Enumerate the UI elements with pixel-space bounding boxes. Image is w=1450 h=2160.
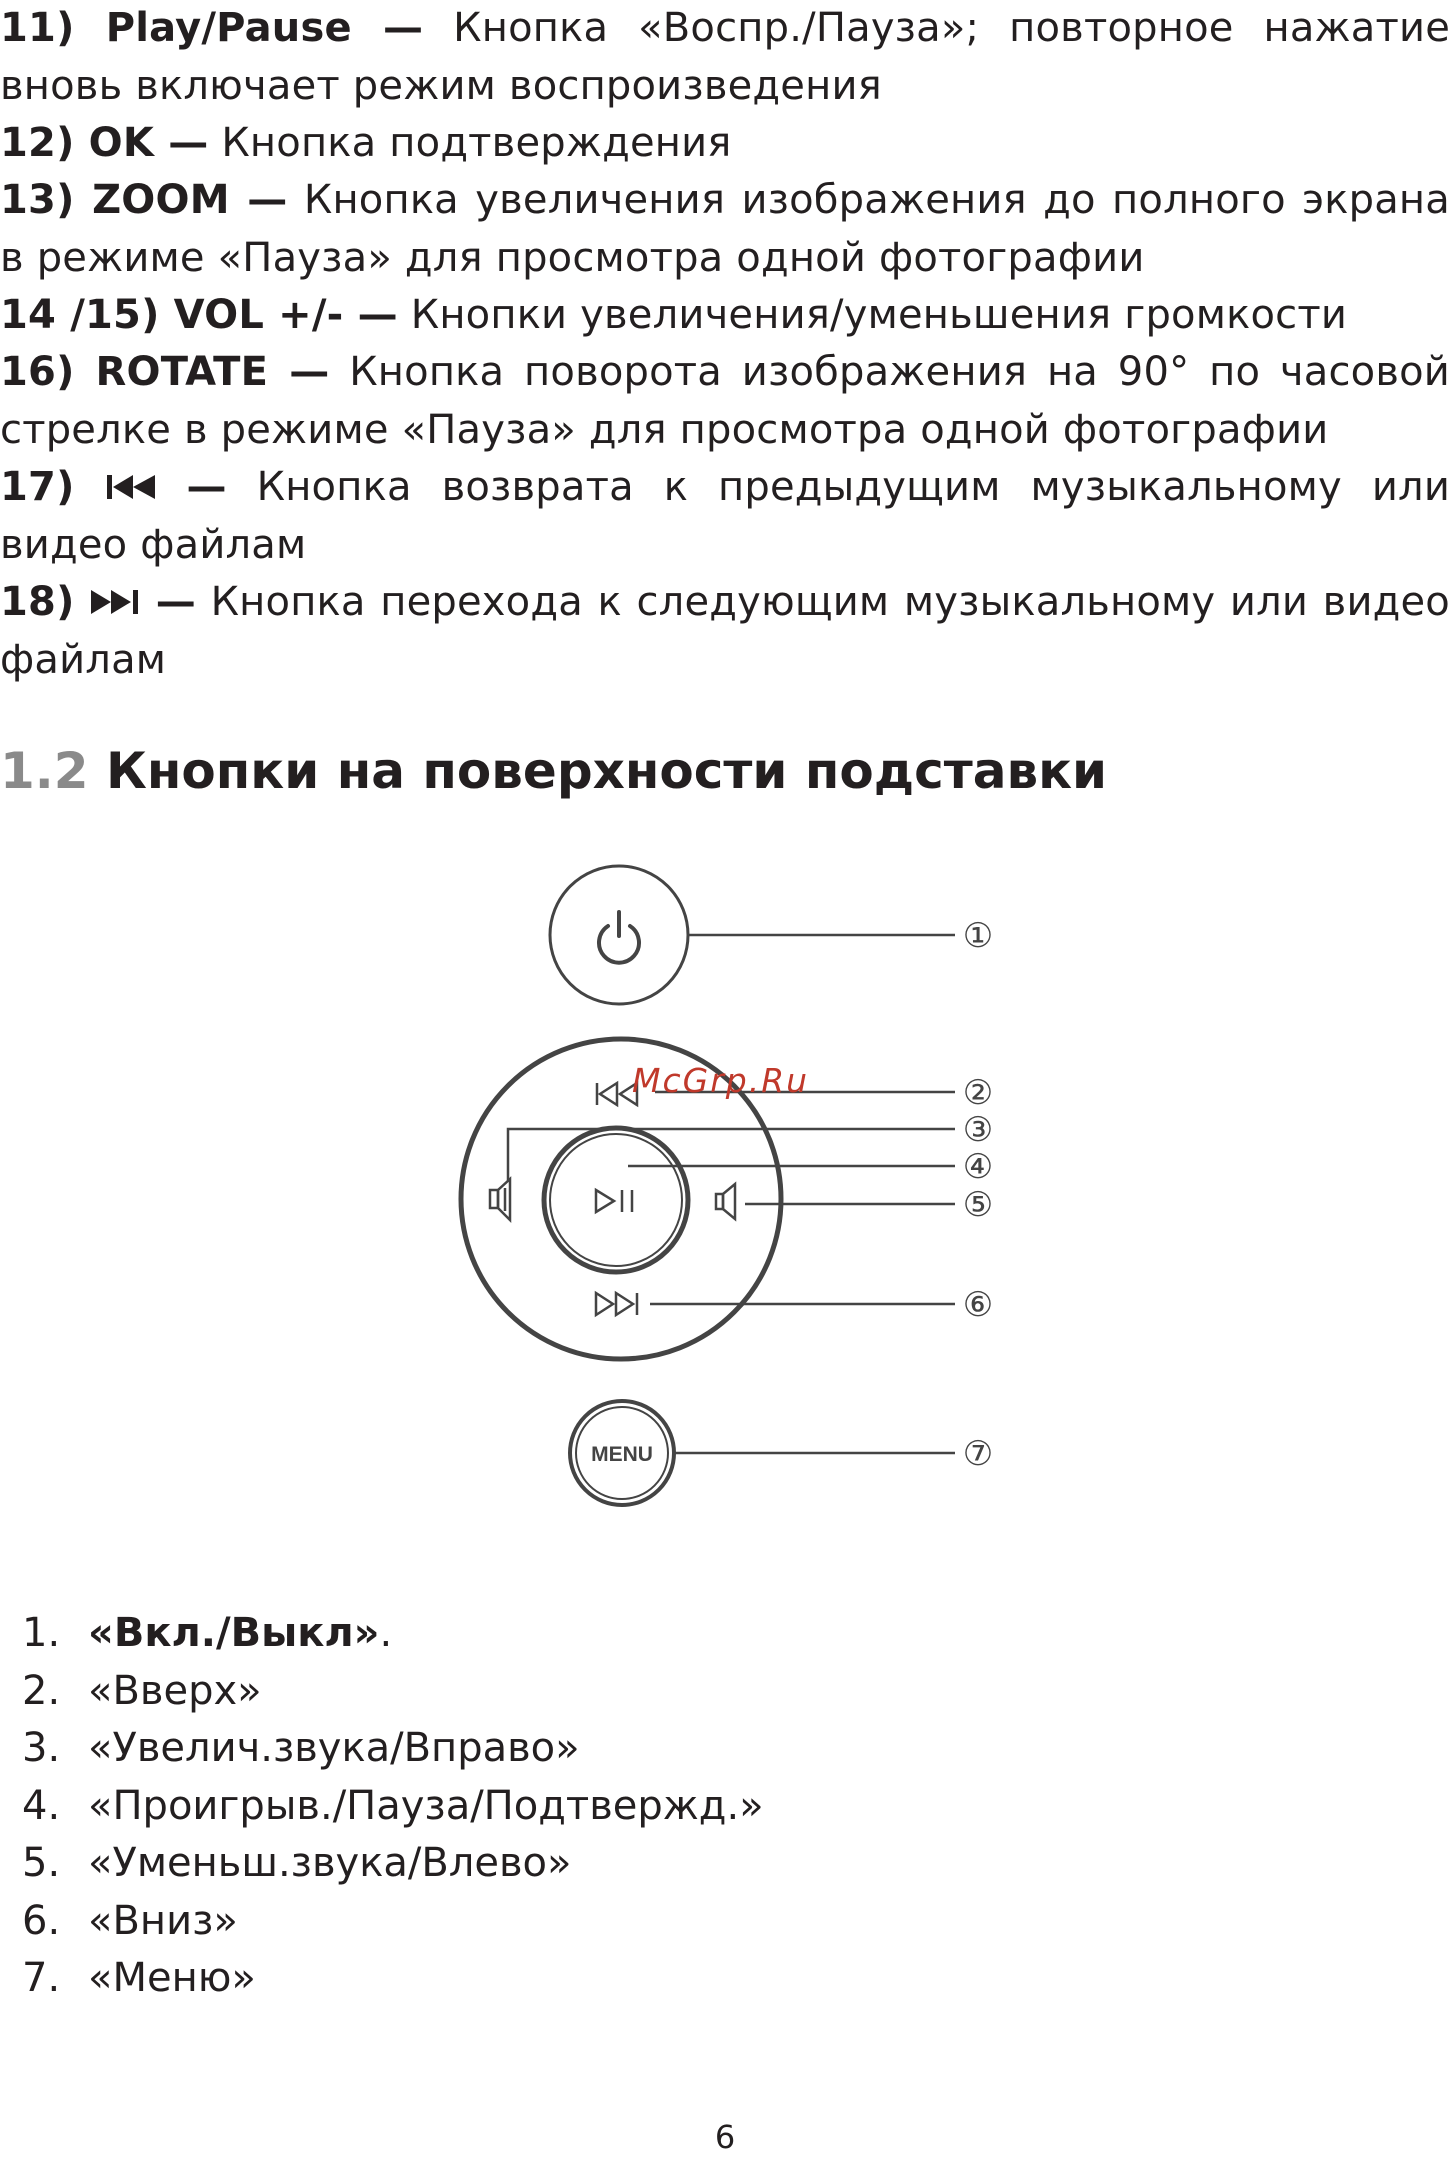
item-18-dash: — xyxy=(155,579,196,625)
list-item-text: «Вниз» xyxy=(88,1897,238,1944)
item-16-paragraph xyxy=(0,344,1450,459)
list-item-number: 2. xyxy=(22,1667,61,1714)
item-17-paragraph xyxy=(0,459,1450,574)
callout-5: ⑤ xyxy=(962,1185,994,1225)
list-item-number: 1. xyxy=(22,1610,61,1656)
callout-1: ① xyxy=(962,916,994,956)
callout-7: ⑦ xyxy=(962,1434,994,1474)
list-item-number: 6. xyxy=(22,1897,61,1944)
callout-3: ③ xyxy=(962,1110,994,1150)
item-17-label: 17) xyxy=(0,464,75,510)
list-item-suffix: . xyxy=(379,1610,393,1656)
item-11-label: 11) Play/Pause — xyxy=(0,5,424,51)
up-previous-icon xyxy=(597,1083,637,1105)
item-16-text: Кнопка поворота изображения на 90° по часовой стрелке в режиме «Пауза» для просмотра одной фотографии xyxy=(0,349,1450,453)
item-14-15-text: Кнопки увеличения/уменьшения громкости xyxy=(410,292,1348,338)
item-11-paragraph xyxy=(0,0,1450,115)
item-17-dash: — xyxy=(186,464,227,510)
volume-up-icon xyxy=(716,1184,735,1219)
menu-button-label: MENU xyxy=(591,1443,653,1466)
item-12-text: Кнопка подтверждения xyxy=(221,120,732,166)
item-13-text: Кнопка увеличения изображения до полного экрана в режиме «Пауза» для просмотра одной фотографии xyxy=(0,177,1450,281)
item-12-paragraph xyxy=(0,115,1450,173)
power-icon xyxy=(599,912,639,963)
previous-track-icon xyxy=(105,471,157,503)
section-heading xyxy=(0,736,1107,806)
volume-down-icon xyxy=(490,1179,510,1220)
section-title: Кнопки на поверхности подставки xyxy=(106,742,1108,800)
list-item-number: 5. xyxy=(22,1840,61,1886)
item-13-paragraph xyxy=(0,172,1450,287)
next-track-icon xyxy=(89,586,141,618)
item-18-label: 18) xyxy=(0,579,75,625)
item-13-label: 13) ZOOM — xyxy=(0,177,288,223)
section-number: 1.2 xyxy=(0,742,89,800)
play-pause-icon xyxy=(596,1190,632,1212)
list-item-text: «Вверх» xyxy=(88,1667,262,1714)
callout-2: ② xyxy=(962,1073,994,1113)
item-16-label: 16) ROTATE — xyxy=(0,349,330,395)
item-12-label: 12) OK — xyxy=(0,120,209,166)
stand-buttons-diagram xyxy=(0,840,1450,1540)
item-17-text: Кнопка возврата к предыдущим музыкальному или видео файлам xyxy=(0,464,1450,568)
item-11-text: Кнопка «Воспр./Пауза»; повторное нажатие вновь включает режим воспроизведения xyxy=(0,5,1450,109)
list-item-number: 3. xyxy=(22,1725,61,1771)
callout-4: ④ xyxy=(962,1147,994,1187)
page-number: 6 xyxy=(714,2118,736,2156)
down-next-icon xyxy=(596,1293,637,1315)
list-item-number: 4. xyxy=(22,1782,61,1829)
list-item-number: 7. xyxy=(22,1955,61,2001)
item-18-text: Кнопка перехода к следующим музыкальному или видео файлам xyxy=(0,579,1450,683)
callout-6: ⑥ xyxy=(962,1285,994,1325)
item-14-15-paragraph xyxy=(0,287,1450,345)
navigation-wheel-center xyxy=(544,1128,688,1272)
list-item-text: «Проигрыв./Пауза/Подтвержд.» xyxy=(88,1782,764,1829)
list-item-text: «Меню» xyxy=(88,1955,256,2001)
list-item-text: «Уменьш.звука/Влево» xyxy=(88,1840,572,1886)
watermark: McGrp.Ru xyxy=(632,1061,810,1100)
item-18-paragraph xyxy=(0,574,1450,689)
list-item-text: «Вкл./Выкл» xyxy=(88,1610,380,1656)
item-14-15-label: 14 /15) VOL +/- — xyxy=(0,292,398,338)
list-item-text: «Увелич.звука/Вправо» xyxy=(88,1725,580,1771)
